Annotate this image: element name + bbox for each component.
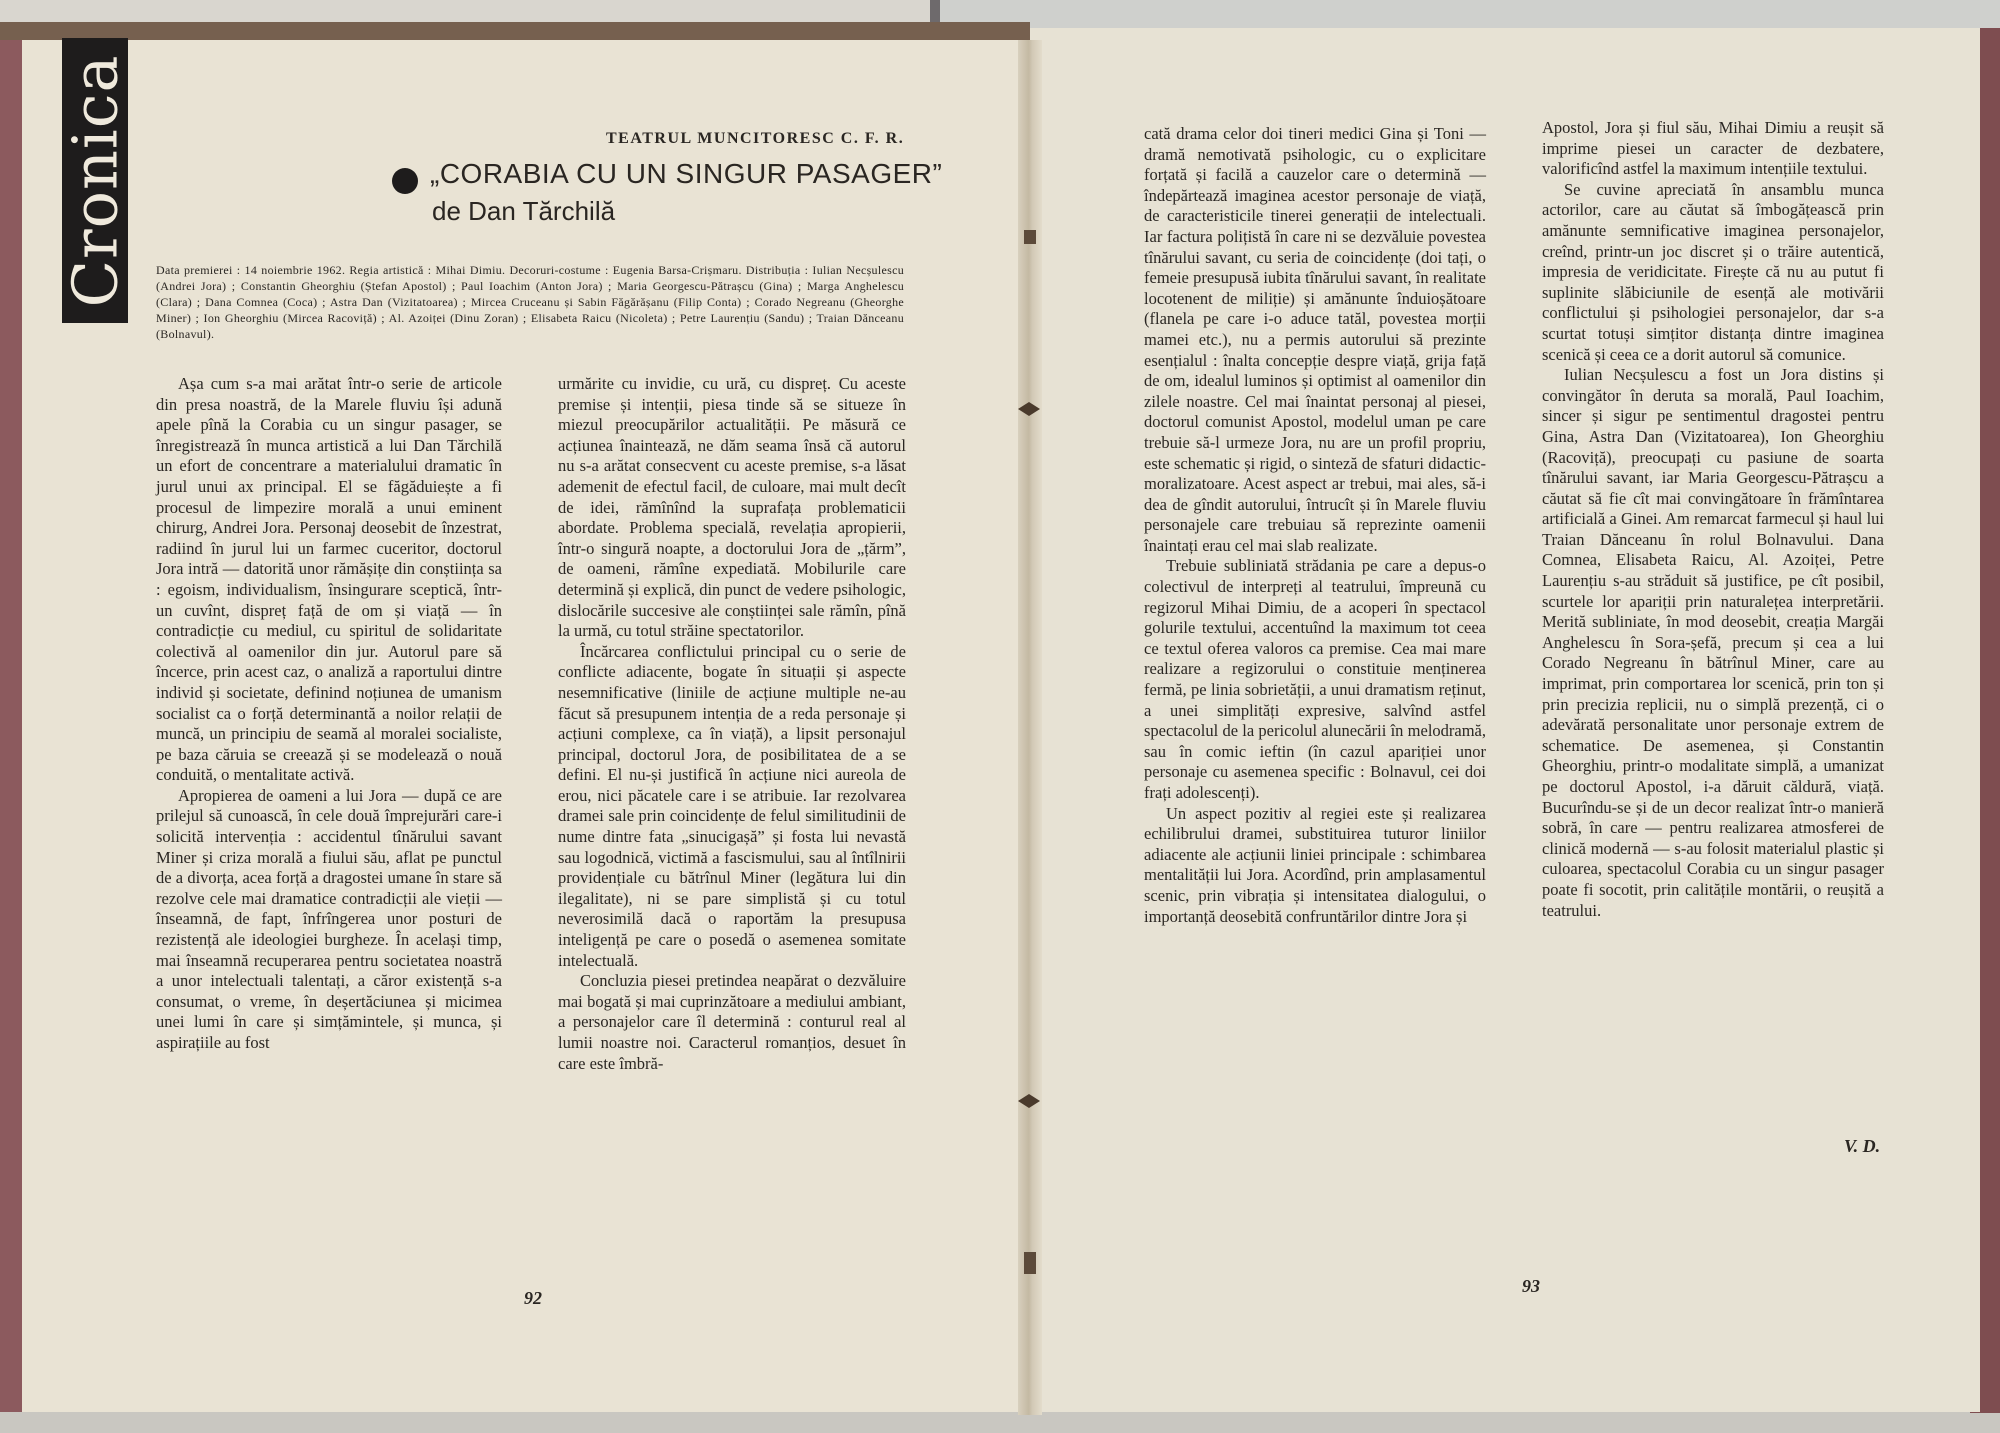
text-column-1 xyxy=(156,374,502,1054)
spine-stitch xyxy=(1024,230,1036,244)
paragraph: Iulian Necșulescu a fost un Jora distins și convingător în deruta sa morală, Paul Ioachim, sincer și sigur pe sentimentul dragostei pentru Gina, Astra Dan (Vizitatoarea), Ion Gheorghiu (Racoviță), preocupați cu pasiune de soarta tînărului savant, iar Maria Georgescu-Pătrașcu a căutat să fie cît mai convingătoare în frămîntarea artificială a Ginei. Am remarcat farmecul și haul lui Traian Dănceanu în rolul Bolnavului. Dana Comnea, Elisabeta Raicu, Al. Azoiței, Petre Laurențiu s-au străduit să justifice, pe cît posibil, scurtele lor apariții prin naturalețea interpretării. Merită subliniate, în mod deosebit, creația Margăi Anghelescu în Sora-șefă, precum și cea a lui Corado Negreanu în bătrînul Miner, care au imprimat, prin comportarea lor scenică, prin ton și prin precizia replicii, nu o simplă prezență, ci o adevărată personalitate unor personaje extrem de schematice. De asemenea, și Constantin Gheorghiu, printr-o modalitate simplă, a umanizat pe doctorul Apostol, i-a dăruit căldură, viață. Bucurîndu-se și de un decor realizat într-o manieră sobră, în care — pentru realizarea atmosferei de clinică modernă — s-au folosit materialul plastic și culoarea, spectacolul Corabia cu un singur pasager poate fi socotit, prin calitățile montării, o reușită a teatrului. xyxy=(1542,365,1884,920)
text-column-3 xyxy=(1144,124,1486,927)
paragraph: Trebuie subliniată strădania pe care a depus-o colectivul de interpreți al teatrului, împreună cu regizorul Mihai Dimiu, de a acoperi în spectacol golurile textului, accentuînd la maximum tot ceea ce textul oferea valoros ca premise. Cea mai mare realizare a regizorului o constituie menținerea fermă, pe linia sobrietății, a unui dramatism reținut, a unei simplități expresive, salvînd astfel spectacolul de la pericolul alunecării în melodramă, sau în comic ieftin (în cazul apariției unor personaje cu asemenea specific : Bolnavul, cei doi frați adolescenți). xyxy=(1144,556,1486,802)
text-column-2 xyxy=(558,374,906,1074)
section-label: Cronica xyxy=(58,54,132,307)
paragraph: urmărite cu invidie, cu ură, cu dispreț. Cu aceste premise și intenții, piesa tinde să se situeze în miezul preocupărilor actualității. Pe măsură ce acțiunea înaintează, ne dăm seama însă că autorul nu s-a arătat consecvent cu aceste premise, s-a lăsat ademenit de efectul facil, de culoare, mai mult decît de idei, rămînînd la suprafața problematicii abordate. Problema specială, revelația apropierii, într-o singură noapte, a doctorului Jora de „țărm”, de oameni, rămîne expediată. Mobilurile care determină și explică, din punct de vedere psihologic, dislocările succesive ale conștiinței sale rămîn, pînă la urmă, cu totul străine spectatorilor. xyxy=(558,374,906,641)
paragraph: Încărcarea conflictului principal cu o serie de conflicte adiacente, bogate în situații și aspecte nesemnificative (liniile de acțiune multiple ne-au făcut să presupunem intenția de a reda personaje și acțiuni complexe, ca în viață), a lipsit personajul principal, doctorul Jora, de posibilitatea de a se defini. El nu-și justifică în acțiune nici aureola de erou, nici păcatele care i se atribuie. Iar rezolvarea dramei sale prin coincidențe de felul similitudinii de nume dintre fata „sinucigașă” și fosta lui nevastă sau logodnică, victimă a fascismului, sau al întîlnirii providențiale cu bătrînul Miner (legătura lui din ilegalitate), ni se pare simplistă și cu totul neverosimilă dacă o raportăm la presupusa inteligență pe care o posedă o asemenea somitate intelectuală. xyxy=(558,641,906,970)
bullet-icon xyxy=(392,168,418,194)
cover-left-edge xyxy=(0,22,22,1412)
spine-stitch xyxy=(1024,1252,1036,1274)
cover-top-edge xyxy=(0,22,1030,40)
paragraph: Concluzia piesei pretindea neapărat o dezvăluire mai bogată și mai cuprinzătoare a mediului ambiant, a personajelor care îl determină : conturul real al lumii noastre noi. Caracterul romanțios, desuet în care este îmbră- xyxy=(558,971,906,1073)
section-label-block xyxy=(58,38,132,323)
paragraph: cată drama celor doi tineri medici Gina și Toni — dramă nemotivată psihologic, cu o explicitare forțată și facilă a cauzelor care o determină — îndepărtează imaginea acestor personaje de viață, de caracteristicile tinerei generații de intelectuali. Iar factura polițistă în care ni se dezvăluie povestea tînărului savant, cu seria de coincidențe (doi tați, o femeie presupusă iubita tînărului savant, în realitate locotenent de miliție) și amănunte înduioșătoare (flanela pe care i-o aduce tatăl, povestea morții mamei etc.), nu a permis autorului să prezinte esențialul : înalta concepție despre viață, grija față de om, idealul luminos și optimist al oamenilor din zilele noastre. Cel mai înaintat personaj al piesei, doctorul comunist Apostol, modelul uman pe care trebuie să-l urmeze Jora, nu are un profil propriu, este schematic și rigid, o sinteză de sfaturi didactic-moralizatoare. Acest aspect ar trebui, mai ales, să-i dea de gîndit autorului, întrucît și în Marele fluviu personajele care trebuiau să reprezinte oamenii înaintați erau cel mai slab realizate. xyxy=(1144,124,1486,555)
paragraph: Apropierea de oameni a lui Jora — după ce are prilejul să cunoască, în cele două împrejurări care-i solicită intervenția : accidentul tînărului savant Miner și criza morală a fiului său, aflat pe punctul de a divorța, acea forță a dragostei umane în stare să rezolve cele mai dramatice contradicții ale vieții — înseamnă, de fapt, înfrîngerea unor posturi de rezistență ale ideologiei burgheze. În același timp, mai înseamnă recuperarea pentru societatea noastră a unor intelectuali talentați, a căror existență s-a consumat, o vreme, în deșertăciunea și micimea unei lumi în care și simțămintele, și munca, și aspirațiile au fost xyxy=(156,785,502,1052)
article-title: „CORABIA CU UN SINGUR PASAGER” xyxy=(430,158,943,189)
page-number-left: 92 xyxy=(524,1288,542,1308)
paragraph: Așa cum s-a mai arătat într-o serie de articole din presa noastră, de la Marele fluviu își adună apele pînă la Corabia cu un singur pasager, se înregistrează în munca artistică a lui Dan Tărchilă un efort de concentrare a materialului dramatic în jurul unui ax principal. El se făgăduiește a fi procesul de limpezire morală a unui eminent chirurg, Andrei Jora. Personaj deosebit de înzestrat, radiind în jurul lui un farmec cuceritor, doctorul Jora intră — datorită unor rămășițe din conștiința sa : egoism, individualism, însingurare sceptică, într-un cuvînt, dispreț față de om și viață — în contradicție cu mediul, cu spiritul de solidaritate colectivă al oamenilor din jur. Autorul pare să încerce, prin acest caz, o analiză a raportului dintre individ și societate, definind noțiunea de umanism socialist ca o forță determinantă a noilor relații de muncă, un principiu de seamă al moralei socialiste, pe baza căruia se creează și se modelează o nouă conduită, o mentalitate activă. xyxy=(156,374,502,785)
author-signature: V. D. xyxy=(1844,1136,1881,1156)
page-number-right: 93 xyxy=(1522,1276,1540,1296)
premiere-credits: Data premierei : 14 noiembrie 1962. Regia artistică : Mihai Dimiu. Decoruri-costume : Eugenia Barsa-Crișmaru. Distribuția : Iulian Necșulescu (Andrei Jora) ; Constantin Gheorghiu (Ștefan Apostol) ; Paul Ioachim (Anton Jora) ; Maria Georgescu-Pătrașcu (Gina) ; Marga Anghelescu (Clara) ; Dana Comnea (Coca) ; Astra Dan (Vizitatoarea) ; Mircea Cruceanu și Sabin Făgărășanu (Filip Conta) ; Corado Negreanu (Gheorghe Miner) ; Ion Gheorghiu (Mircea Racoviță) ; Al. Azoiței (Dinu Zoran) ; Elisabeta Raicu (Nicoleta) ; Petre Laurențiu (Sandu) ; Traian Dănceanu (Bolnavul). xyxy=(156,263,904,341)
book-spine xyxy=(1018,40,1042,1415)
paragraph: Se cuvine apreciată în ansamblu munca actorilor, care au căutat să îmbogățească prin amănunte semnificative imaginea personajelor, creînd, printr-un joc discret și o trăire autentică, impresia de veridicitate. Firește că nu au putut fi suplinite slăbiciunile de esență ale motivării conflictului și psihologiei personajelor, dar s-a scurtat totuși simțitor distanța dintre imaginea scenică și ceea ce a dorit autorul să comunice. xyxy=(1542,179,1884,364)
paragraph: Un aspect pozitiv al regiei este și realizarea echilibrului dramei, substituirea tuturor liniilor adiacente ale acțiunii liniei principale : schimbarea mentalității lui Jora. Acordînd, prin amplasamentul scenic, prin vibrația și intensitatea dialogului, o importanță deosebită confruntărilor dintre Jora și xyxy=(1144,803,1486,926)
article-author: de Dan Tărchilă xyxy=(432,196,616,226)
text-column-4 xyxy=(1542,118,1884,921)
theatre-name: TEATRUL MUNCITORESC C. F. R. xyxy=(606,130,905,147)
paragraph: Apostol, Jora și fiul său, Mihai Dimiu a reușit să imprime piesei un caracter de dezbatere, valorificînd astfel la maximum intențiile textului. xyxy=(1542,118,1884,179)
